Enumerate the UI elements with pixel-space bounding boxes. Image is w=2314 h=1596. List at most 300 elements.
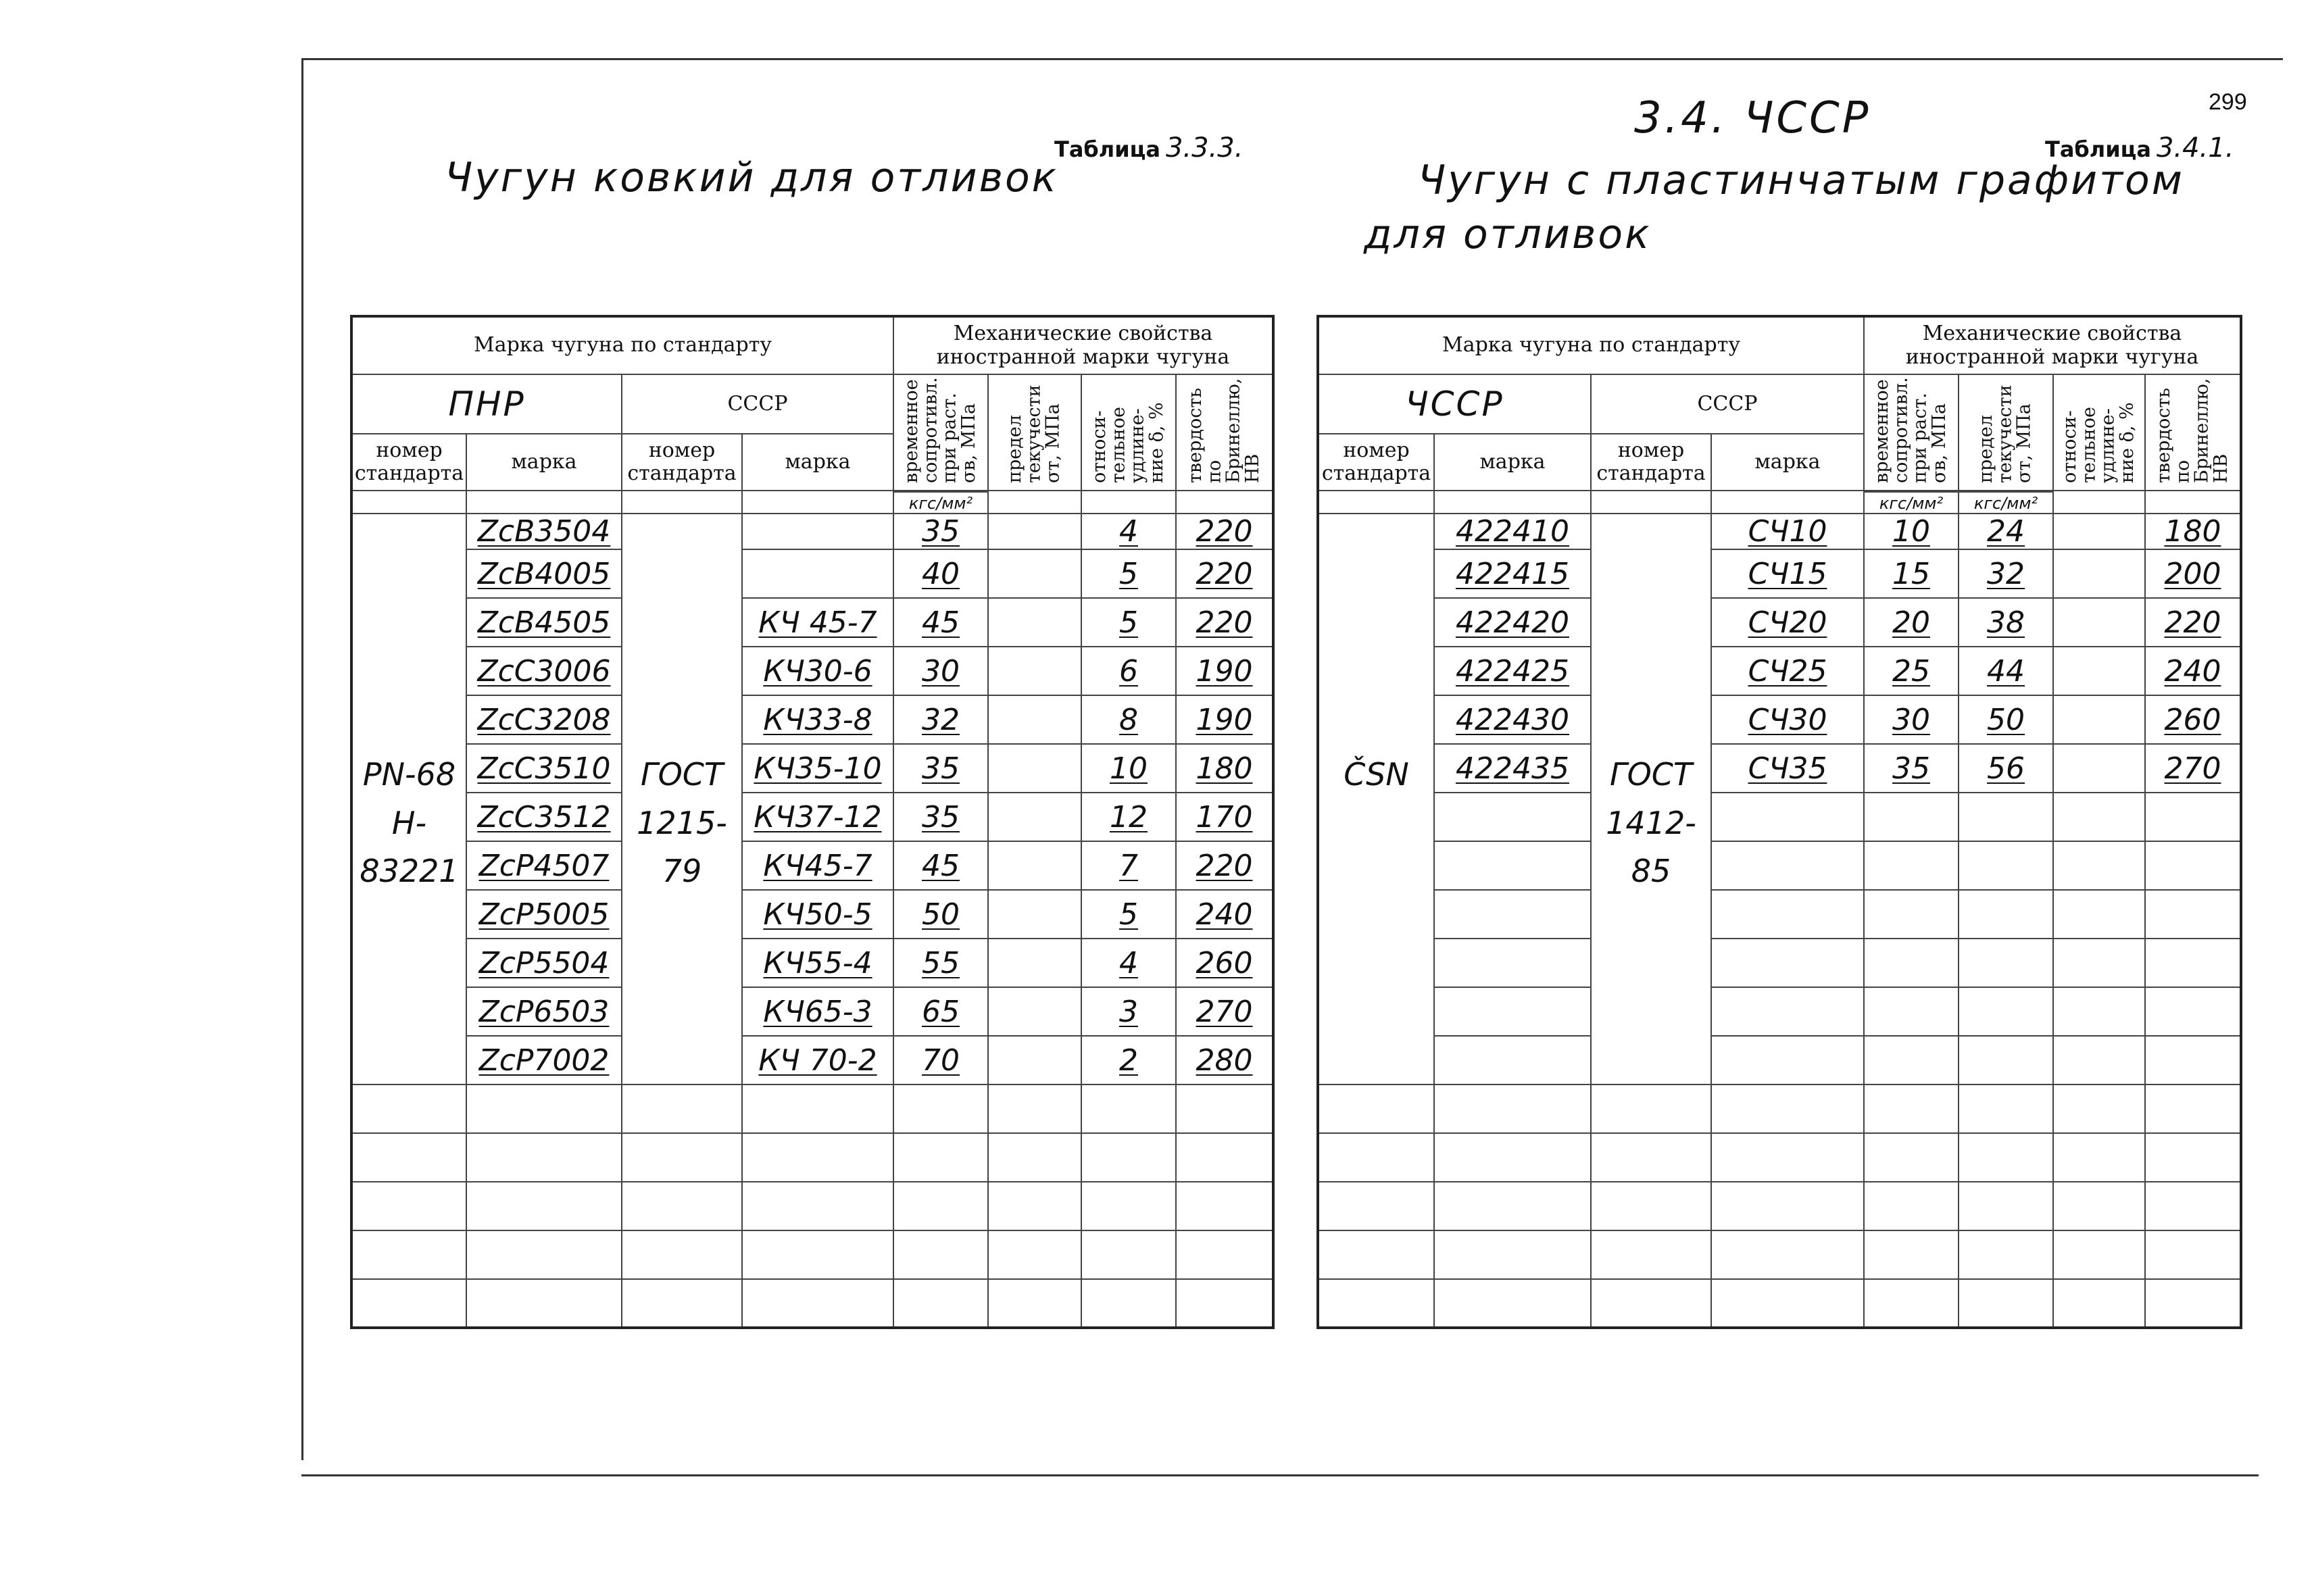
std-a-cell-line: [1319, 799, 1433, 848]
empty-cell: [1434, 1084, 1591, 1133]
hardness-cell-text: 220: [1196, 605, 1253, 640]
empty-cell: [1711, 1084, 1864, 1133]
empty-cell: [1176, 1279, 1273, 1328]
grade-a-cell-text: 422420: [1456, 605, 1569, 640]
yield-cell: [988, 841, 1081, 890]
empty-cell: [466, 1182, 622, 1230]
empty-cell: [1318, 1279, 1434, 1328]
empty-cell: [893, 1133, 988, 1182]
yield-cell: [988, 598, 1081, 647]
grade-b-cell: [1711, 744, 1864, 793]
empty-cell: [1864, 939, 1959, 987]
grade-b-cell-text: СЧ30: [1748, 702, 1827, 737]
grade-b-cell-text: КЧ33-8: [763, 702, 872, 737]
yield-cell: [988, 793, 1081, 841]
bottom-rule: [301, 1474, 2259, 1476]
yield-cell-text: 38: [1987, 605, 2025, 640]
tensile-cell: [893, 549, 988, 598]
empty-cell: [1176, 1084, 1273, 1133]
empty-cell: [2053, 987, 2145, 1036]
hardness-cell-text: 180: [1196, 751, 1253, 786]
hardness-cell-text: 220: [1196, 514, 1253, 549]
elongation-unit-spacer: [2053, 491, 2145, 514]
table-row: [351, 744, 1273, 793]
std-b-unit-spacer: [1591, 491, 1711, 514]
yield-header: [1959, 374, 2053, 491]
elongation-cell: [1081, 841, 1176, 890]
grade-a-cell: [466, 598, 622, 647]
table-row: [1318, 987, 2241, 1036]
empty-cell: [622, 1279, 742, 1328]
grade-a-cell-text: ZcP7002: [478, 1043, 610, 1078]
right-title-line2: для отливок: [1364, 211, 1652, 258]
empty-cell: [1081, 1182, 1176, 1230]
std-number-b-header: номер стандарта: [1591, 434, 1711, 491]
elongation-cell: [1081, 1036, 1176, 1084]
hardness-header-text: твердость по Бринеллю, НВ: [1184, 378, 1263, 483]
grade-a-cell-text: ZcB3504: [477, 514, 611, 549]
hardness-cell: [2145, 514, 2241, 549]
hardness-cell-text: 190: [1196, 653, 1253, 689]
grade-b-cell: [742, 793, 893, 841]
grade-b-cell: [742, 890, 893, 939]
empty-cell: [1434, 890, 1591, 939]
yield-cell: [1959, 598, 2053, 647]
empty-cell: [2053, 939, 2145, 987]
hardness-header: [1176, 374, 1273, 491]
elongation-cell-text: 5: [1119, 556, 1138, 591]
empty-cell: [1864, 793, 1959, 841]
table-row: [1318, 1182, 2241, 1230]
country-b-header: СССР: [622, 374, 893, 434]
table-label-number: 3.3.3.: [1165, 132, 1244, 164]
tensile-cell: [893, 514, 988, 549]
yield-cell: [1959, 549, 2053, 598]
elongation-cell: [1081, 987, 1176, 1036]
std-a-cell: [1318, 514, 1434, 1084]
grade-b-header: марка: [742, 434, 893, 491]
tensile-cell-text: 35: [922, 799, 960, 834]
yield-cell-text: 56: [1987, 751, 2025, 786]
grade-b-cell: [742, 549, 893, 598]
tensile-cell-text: 10: [1892, 514, 1930, 549]
empty-cell: [2053, 1036, 2145, 1084]
yield-cell: [988, 647, 1081, 695]
empty-cell: [2053, 841, 2145, 890]
yield-unit-spacer: [988, 491, 1081, 514]
empty-cell: [466, 1084, 622, 1133]
empty-cell: [1176, 1133, 1273, 1182]
table-row: [351, 695, 1273, 744]
grade-b-cell-text: СЧ20: [1748, 605, 1827, 640]
yield-cell: [988, 890, 1081, 939]
empty-cell: [1864, 1084, 1959, 1133]
hardness-cell-text: 260: [1196, 945, 1253, 980]
empty-cell: [351, 1279, 466, 1328]
empty-cell: [742, 1084, 893, 1133]
yield-cell: [1959, 647, 2053, 695]
tensile-cell-text: 70: [922, 1043, 960, 1078]
country-a-header: ПНР: [351, 374, 622, 434]
table-row: [1318, 939, 2241, 987]
std-number-a-header: номер стандарта: [351, 434, 466, 491]
table-row: [351, 987, 1273, 1036]
elongation-cell: [2053, 695, 2145, 744]
table-label-word: Таблица: [2045, 136, 2151, 162]
empty-cell: [1864, 1133, 1959, 1182]
unit-row: [351, 491, 1273, 514]
hardness-unit-spacer: [1176, 491, 1273, 514]
empty-cell: [1959, 939, 2053, 987]
hardness-cell: [1176, 514, 1273, 549]
table-label-word: Таблица: [1054, 136, 1160, 162]
std-number-b-header: номер стандарта: [622, 434, 742, 491]
empty-cell: [351, 1230, 466, 1279]
hardness-cell: [1176, 1036, 1273, 1084]
grade-a-cell: [466, 890, 622, 939]
hardness-cell-text: 270: [2164, 751, 2221, 786]
hardness-cell-text: 260: [2164, 702, 2221, 737]
yield-cell-text: 24: [1987, 514, 2025, 549]
table-row: [1318, 1084, 2241, 1133]
hardness-cell-text: 240: [2164, 653, 2221, 689]
tensile-cell-text: 65: [922, 994, 960, 1029]
table-row: [351, 514, 1273, 549]
empty-cell: [1711, 1182, 1864, 1230]
grade-b-cell: [742, 695, 893, 744]
elongation-unit-spacer: [1081, 491, 1176, 514]
hardness-cell: [1176, 695, 1273, 744]
grade-b-header: марка: [1711, 434, 1864, 491]
mech-props-header: Механические свойства иностранной марки чугуна: [893, 316, 1273, 374]
grade-a-cell-text: ZcP5005: [478, 897, 610, 932]
hardness-cell-text: 220: [1196, 848, 1253, 883]
hardness-cell: [2145, 647, 2241, 695]
grade-a-header: марка: [1434, 434, 1591, 491]
table-row: [1318, 647, 2241, 695]
tensile-cell-text: 50: [922, 897, 960, 932]
elongation-cell: [1081, 793, 1176, 841]
mech-props-header: Механические свойства иностранной марки чугуна: [1864, 316, 2241, 374]
table-row: [351, 1182, 1273, 1230]
table-row: [1318, 514, 2241, 549]
empty-cell: [1711, 987, 1864, 1036]
empty-cell: [1434, 1230, 1591, 1279]
grade-b-cell-text: КЧ55-4: [763, 945, 872, 980]
tensile-cell-text: 45: [922, 848, 960, 883]
table-row: [351, 1230, 1273, 1279]
tensile-cell: [1864, 695, 1959, 744]
empty-cell: [1591, 1133, 1711, 1182]
std-a-cell-line: ČSN: [1344, 755, 1409, 793]
grade-a-cell-text: 422435: [1456, 751, 1569, 786]
tensile-cell: [893, 744, 988, 793]
yield-cell: [988, 1036, 1081, 1084]
grade-a-cell: [1434, 695, 1591, 744]
elongation-cell: [1081, 549, 1176, 598]
empty-cell: [1959, 1133, 2053, 1182]
left-rule: [301, 58, 303, 1460]
tensile-unit-text: кгс/мм²: [1865, 491, 1958, 513]
table-row: [351, 1279, 1273, 1328]
hardness-header: [2145, 374, 2241, 491]
tensile-cell-text: 32: [922, 702, 960, 737]
tensile-cell-text: 30: [1892, 702, 1930, 737]
std-b-cell-line: 1412-85: [1606, 804, 1696, 889]
yield-cell-text: 44: [1987, 653, 2025, 689]
empty-cell: [1959, 793, 2053, 841]
std-b-cell: [622, 514, 742, 1084]
elongation-cell-text: 6: [1119, 653, 1138, 689]
tensile-cell: [1864, 514, 1959, 549]
yield-cell: [1959, 695, 2053, 744]
elongation-header: [2053, 374, 2145, 491]
elongation-cell: [1081, 598, 1176, 647]
empty-cell: [1864, 987, 1959, 1036]
grade-b-cell: [742, 514, 893, 549]
empty-cell: [2053, 890, 2145, 939]
table-row: [351, 1036, 1273, 1084]
table-row: [1318, 1133, 2241, 1182]
grade-a-cell: [1434, 514, 1591, 549]
hardness-cell: [1176, 890, 1273, 939]
grade-b-unit-spacer: [1711, 491, 1864, 514]
grade-a-cell: [466, 1036, 622, 1084]
hardness-cell-text: 240: [1196, 897, 1253, 932]
left-title: Чугун ковкий для отливок: [445, 154, 1058, 201]
grade-b-cell-text: КЧ 45-7: [758, 605, 877, 640]
grade-a-cell-text: ZcC3512: [477, 799, 611, 834]
empty-cell: [893, 1182, 988, 1230]
table-row: [351, 890, 1273, 939]
grade-a-unit-spacer: [466, 491, 622, 514]
empty-cell: [2145, 987, 2241, 1036]
table-label-number: 3.4.1.: [2156, 132, 2234, 164]
empty-cell: [2053, 793, 2145, 841]
empty-cell: [466, 1279, 622, 1328]
empty-cell: [1176, 1230, 1273, 1279]
elongation-cell: [2053, 598, 2145, 647]
empty-cell: [988, 1279, 1081, 1328]
empty-cell: [2145, 1084, 2241, 1133]
std-a-unit-spacer: [1318, 491, 1434, 514]
country-a-header: ЧССР: [1318, 374, 1591, 434]
grade-a-cell: [466, 647, 622, 695]
elongation-cell-text: 4: [1119, 945, 1138, 980]
tensile-cell-text: 30: [922, 653, 960, 689]
grade-a-cell-text: 422410: [1456, 514, 1569, 549]
grade-a-cell-text: ZcP6503: [478, 994, 610, 1029]
grade-by-standard-header: Марка чугуна по стандарту: [351, 316, 893, 374]
grade-a-cell: [466, 939, 622, 987]
empty-cell: [1434, 1279, 1591, 1328]
empty-cell: [1864, 1036, 1959, 1084]
hardness-cell: [1176, 987, 1273, 1036]
empty-cell: [1711, 1133, 1864, 1182]
left-table-label: [1054, 132, 1243, 164]
tensile-cell: [893, 598, 988, 647]
table-row: [351, 598, 1273, 647]
tensile-cell-text: 35: [922, 514, 960, 549]
empty-cell: [1318, 1182, 1434, 1230]
yield-unit: [1959, 491, 2053, 514]
empty-cell: [1434, 939, 1591, 987]
yield-cell: [988, 939, 1081, 987]
grade-b-unit-spacer: [742, 491, 893, 514]
empty-cell: [2053, 1133, 2145, 1182]
grade-b-cell: [742, 1036, 893, 1084]
empty-cell: [1434, 793, 1591, 841]
empty-cell: [1711, 890, 1864, 939]
elongation-cell: [2053, 514, 2145, 549]
country-b-header: СССР: [1591, 374, 1864, 434]
empty-cell: [622, 1133, 742, 1182]
hardness-cell-text: 220: [1196, 556, 1253, 591]
empty-cell: [2145, 1133, 2241, 1182]
grade-b-cell-text: СЧ15: [1748, 556, 1827, 591]
grade-a-header: марка: [466, 434, 622, 491]
empty-cell: [1318, 1230, 1434, 1279]
tensile-cell-text: 20: [1892, 605, 1930, 640]
empty-cell: [2145, 890, 2241, 939]
hardness-cell: [2145, 598, 2241, 647]
empty-cell: [622, 1230, 742, 1279]
hardness-cell: [1176, 549, 1273, 598]
grade-b-cell: [742, 939, 893, 987]
grade-b-cell: [1711, 598, 1864, 647]
table-row: [351, 939, 1273, 987]
elongation-cell: [1081, 939, 1176, 987]
section-title: 3.4. ЧССР: [1634, 93, 1871, 143]
grade-a-cell: [1434, 549, 1591, 598]
hardness-cell-text: 270: [1196, 994, 1253, 1029]
empty-cell: [1959, 1084, 2053, 1133]
empty-cell: [466, 1133, 622, 1182]
grade-a-cell-text: 422425: [1456, 653, 1569, 689]
empty-cell: [742, 1133, 893, 1182]
right-title-line1: Чугун с пластинчатым графитом: [1418, 157, 2185, 204]
right-table: [1316, 315, 2242, 1329]
tensile-unit-text: кгс/мм²: [894, 491, 987, 513]
empty-cell: [1711, 1279, 1864, 1328]
empty-cell: [1959, 1182, 2053, 1230]
tensile-cell-text: 15: [1892, 556, 1930, 591]
hardness-cell: [2145, 549, 2241, 598]
elongation-cell-text: 7: [1119, 848, 1138, 883]
elongation-cell: [2053, 647, 2145, 695]
tensile-cell: [1864, 549, 1959, 598]
grade-b-cell: [1711, 549, 1864, 598]
tensile-cell: [1864, 598, 1959, 647]
empty-cell: [466, 1230, 622, 1279]
table-row: [1318, 598, 2241, 647]
std-b-cell: [1591, 514, 1711, 1084]
yield-cell: [1959, 514, 2053, 549]
empty-cell: [988, 1182, 1081, 1230]
empty-cell: [1711, 1036, 1864, 1084]
tensile-unit: [893, 491, 988, 514]
empty-cell: [622, 1182, 742, 1230]
grade-a-cell-text: ZcC3208: [477, 702, 611, 737]
table-row: [1318, 744, 2241, 793]
empty-cell: [2145, 1182, 2241, 1230]
tensile-cell-text: 55: [922, 945, 960, 980]
tensile-header-text: временное сопротивл. при раст. σв, МПа: [1871, 377, 1950, 483]
elongation-cell: [1081, 514, 1176, 549]
std-a-unit-spacer: [351, 491, 466, 514]
elongation-cell-text: 5: [1119, 605, 1138, 640]
std-b-cell-line: ГОСТ: [640, 755, 724, 793]
empty-cell: [2053, 1084, 2145, 1133]
empty-cell: [2145, 793, 2241, 841]
empty-cell: [1591, 1279, 1711, 1328]
yield-header-text: предел текучести σт, МПа: [1004, 384, 1064, 483]
grade-a-cell: [466, 744, 622, 793]
table-row: [1318, 793, 2241, 841]
grade-a-cell: [1434, 598, 1591, 647]
empty-cell: [1711, 1230, 1864, 1279]
yield-cell-text: 50: [1987, 702, 2025, 737]
grade-a-cell: [466, 695, 622, 744]
hardness-cell: [1176, 647, 1273, 695]
grade-b-cell: [1711, 514, 1864, 549]
hardness-cell-text: 280: [1196, 1043, 1253, 1078]
empty-cell: [2053, 1182, 2145, 1230]
hardness-cell: [2145, 744, 2241, 793]
grade-b-cell: [742, 744, 893, 793]
grade-a-cell: [1434, 744, 1591, 793]
empty-cell: [1081, 1133, 1176, 1182]
grade-b-cell: [742, 598, 893, 647]
elongation-cell: [2053, 549, 2145, 598]
yield-cell: [988, 744, 1081, 793]
hardness-cell: [1176, 841, 1273, 890]
empty-cell: [1434, 1133, 1591, 1182]
grade-b-cell-text: СЧ25: [1748, 653, 1827, 689]
hardness-cell-text: 220: [2164, 605, 2221, 640]
empty-cell: [1434, 1182, 1591, 1230]
empty-cell: [1959, 890, 2053, 939]
grade-a-cell: [466, 514, 622, 549]
grade-a-cell: [466, 549, 622, 598]
grade-a-cell-text: ZcB4005: [477, 556, 611, 591]
empty-cell: [2145, 939, 2241, 987]
std-b-cell-line: 1215-79: [637, 804, 727, 889]
grade-b-cell-text: КЧ 70-2: [758, 1043, 877, 1078]
tensile-header-text: временное сопротивл. при раст. σв, МПа: [901, 377, 980, 483]
hardness-cell-text: 170: [1196, 799, 1253, 834]
empty-cell: [1318, 1133, 1434, 1182]
empty-cell: [1864, 1230, 1959, 1279]
tensile-cell: [893, 987, 988, 1036]
hardness-cell-text: 180: [2164, 514, 2221, 549]
empty-cell: [351, 1182, 466, 1230]
table-row: [351, 841, 1273, 890]
grade-b-cell-text: КЧ30-6: [763, 653, 872, 689]
elongation-cell: [1081, 744, 1176, 793]
tensile-header: [893, 374, 988, 491]
empty-cell: [1959, 841, 2053, 890]
empty-cell: [1434, 841, 1591, 890]
hardness-cell: [2145, 695, 2241, 744]
std-a-cell-line: PN-68: [362, 755, 456, 793]
empty-cell: [2053, 1230, 2145, 1279]
tensile-unit: [1864, 491, 1959, 514]
empty-cell: [1591, 1084, 1711, 1133]
table-row: [1318, 1036, 2241, 1084]
empty-cell: [1591, 1182, 1711, 1230]
grade-a-unit-spacer: [1434, 491, 1591, 514]
